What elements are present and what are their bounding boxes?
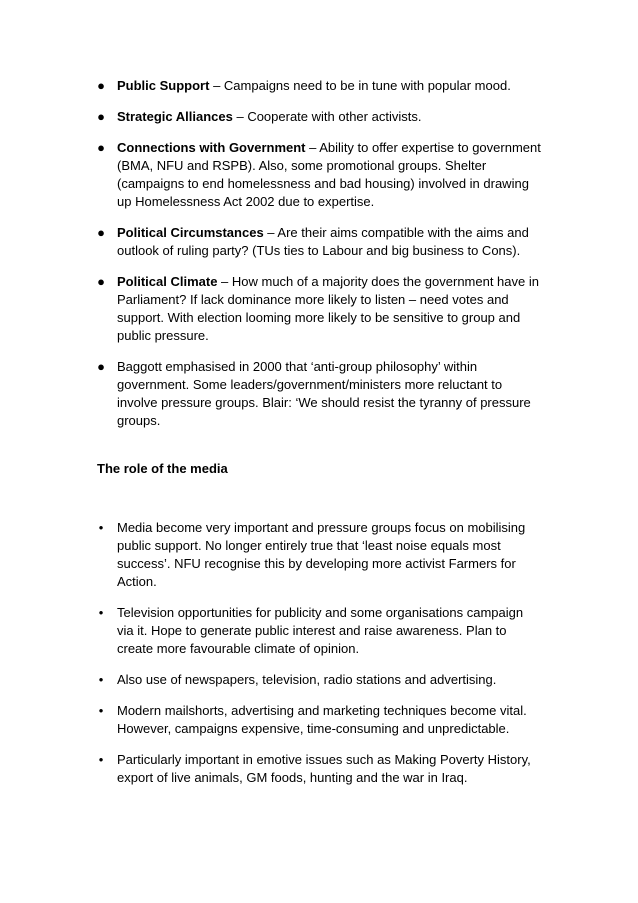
item-text: Particularly important in emotive issues such as Making Poverty History, export of live animals, GM foods, hunting and the war in Iraq. xyxy=(117,752,531,785)
item-text: Media become very important and pressure groups focus on mobilising public support. No longer entirely true that ‘least noise equals most success’. NFU recognise this by developing more activist Farmers for Action. xyxy=(117,520,526,589)
item-text: – How much of a majority does the government have in Parliament? If lack dominance more likely to listen – need votes and support. With election looming more likely to be sensitive to group and public pressure. xyxy=(117,274,539,343)
item-term: Public Support xyxy=(117,78,210,93)
factors-list xyxy=(0,77,543,443)
item-text: – Cooperate with other activists. xyxy=(232,109,422,124)
bullet-icon: • xyxy=(98,703,104,718)
list-item xyxy=(0,519,543,591)
bullet-icon: ● xyxy=(97,140,105,155)
bullet-icon: ● xyxy=(97,274,105,289)
list-item xyxy=(0,108,543,126)
list-item xyxy=(0,358,543,430)
list-item xyxy=(0,273,543,345)
list-item xyxy=(0,671,543,689)
bullet-icon: • xyxy=(98,752,104,767)
item-text: – Campaigns need to be in tune with popular mood. xyxy=(209,78,511,93)
item-text: Modern mailshorts, advertising and marketing techniques become vital. However, campaigns expensive, time-consuming and unpredictable. xyxy=(117,703,527,736)
list-item xyxy=(0,77,543,95)
item-term: Strategic Alliances xyxy=(117,109,233,124)
bullet-icon: ● xyxy=(97,78,105,93)
bullet-icon: • xyxy=(98,605,104,620)
bullet-icon: ● xyxy=(97,109,105,124)
item-text: Baggott emphasised in 2000 that ‘anti-group philosophy’ within government. Some leaders/government/ministers more reluctant to involve pressure groups. Blair: ‘We should resist the tyranny of pressure groups. xyxy=(117,359,531,428)
list-item xyxy=(0,702,543,738)
list-item xyxy=(0,751,543,787)
item-term: Political Climate xyxy=(117,274,218,289)
list-item xyxy=(0,604,543,658)
bullet-icon: ● xyxy=(97,225,105,240)
item-text: – Are their aims compatible with the aims and outlook of ruling party? (TUs ties to Labour and big business to Cons). xyxy=(117,225,529,258)
item-term: Political Circumstances xyxy=(117,225,264,240)
section-heading: The role of the media xyxy=(97,461,228,476)
item-text: Also use of newspapers, television, radio stations and advertising. xyxy=(117,672,497,687)
item-text: – Ability to offer expertise to government (BMA, NFU and RSPB). Also, some promotional groups. Shelter (campaigns to end homelessness and bad housing) involved in drawing up Homelessness Act 2002 due to expertise. xyxy=(117,140,541,209)
bullet-icon: • xyxy=(98,520,104,535)
bullet-icon: ● xyxy=(97,359,105,374)
media-list xyxy=(0,519,543,800)
item-text: Television opportunities for publicity and some organisations campaign via it. Hope to generate public interest and raise awareness. Plan to create more favourable climate of opinion. xyxy=(117,605,524,656)
item-term: Connections with Government xyxy=(117,140,306,155)
list-item xyxy=(0,224,543,260)
bullet-icon: • xyxy=(98,672,104,687)
list-item xyxy=(0,139,543,211)
